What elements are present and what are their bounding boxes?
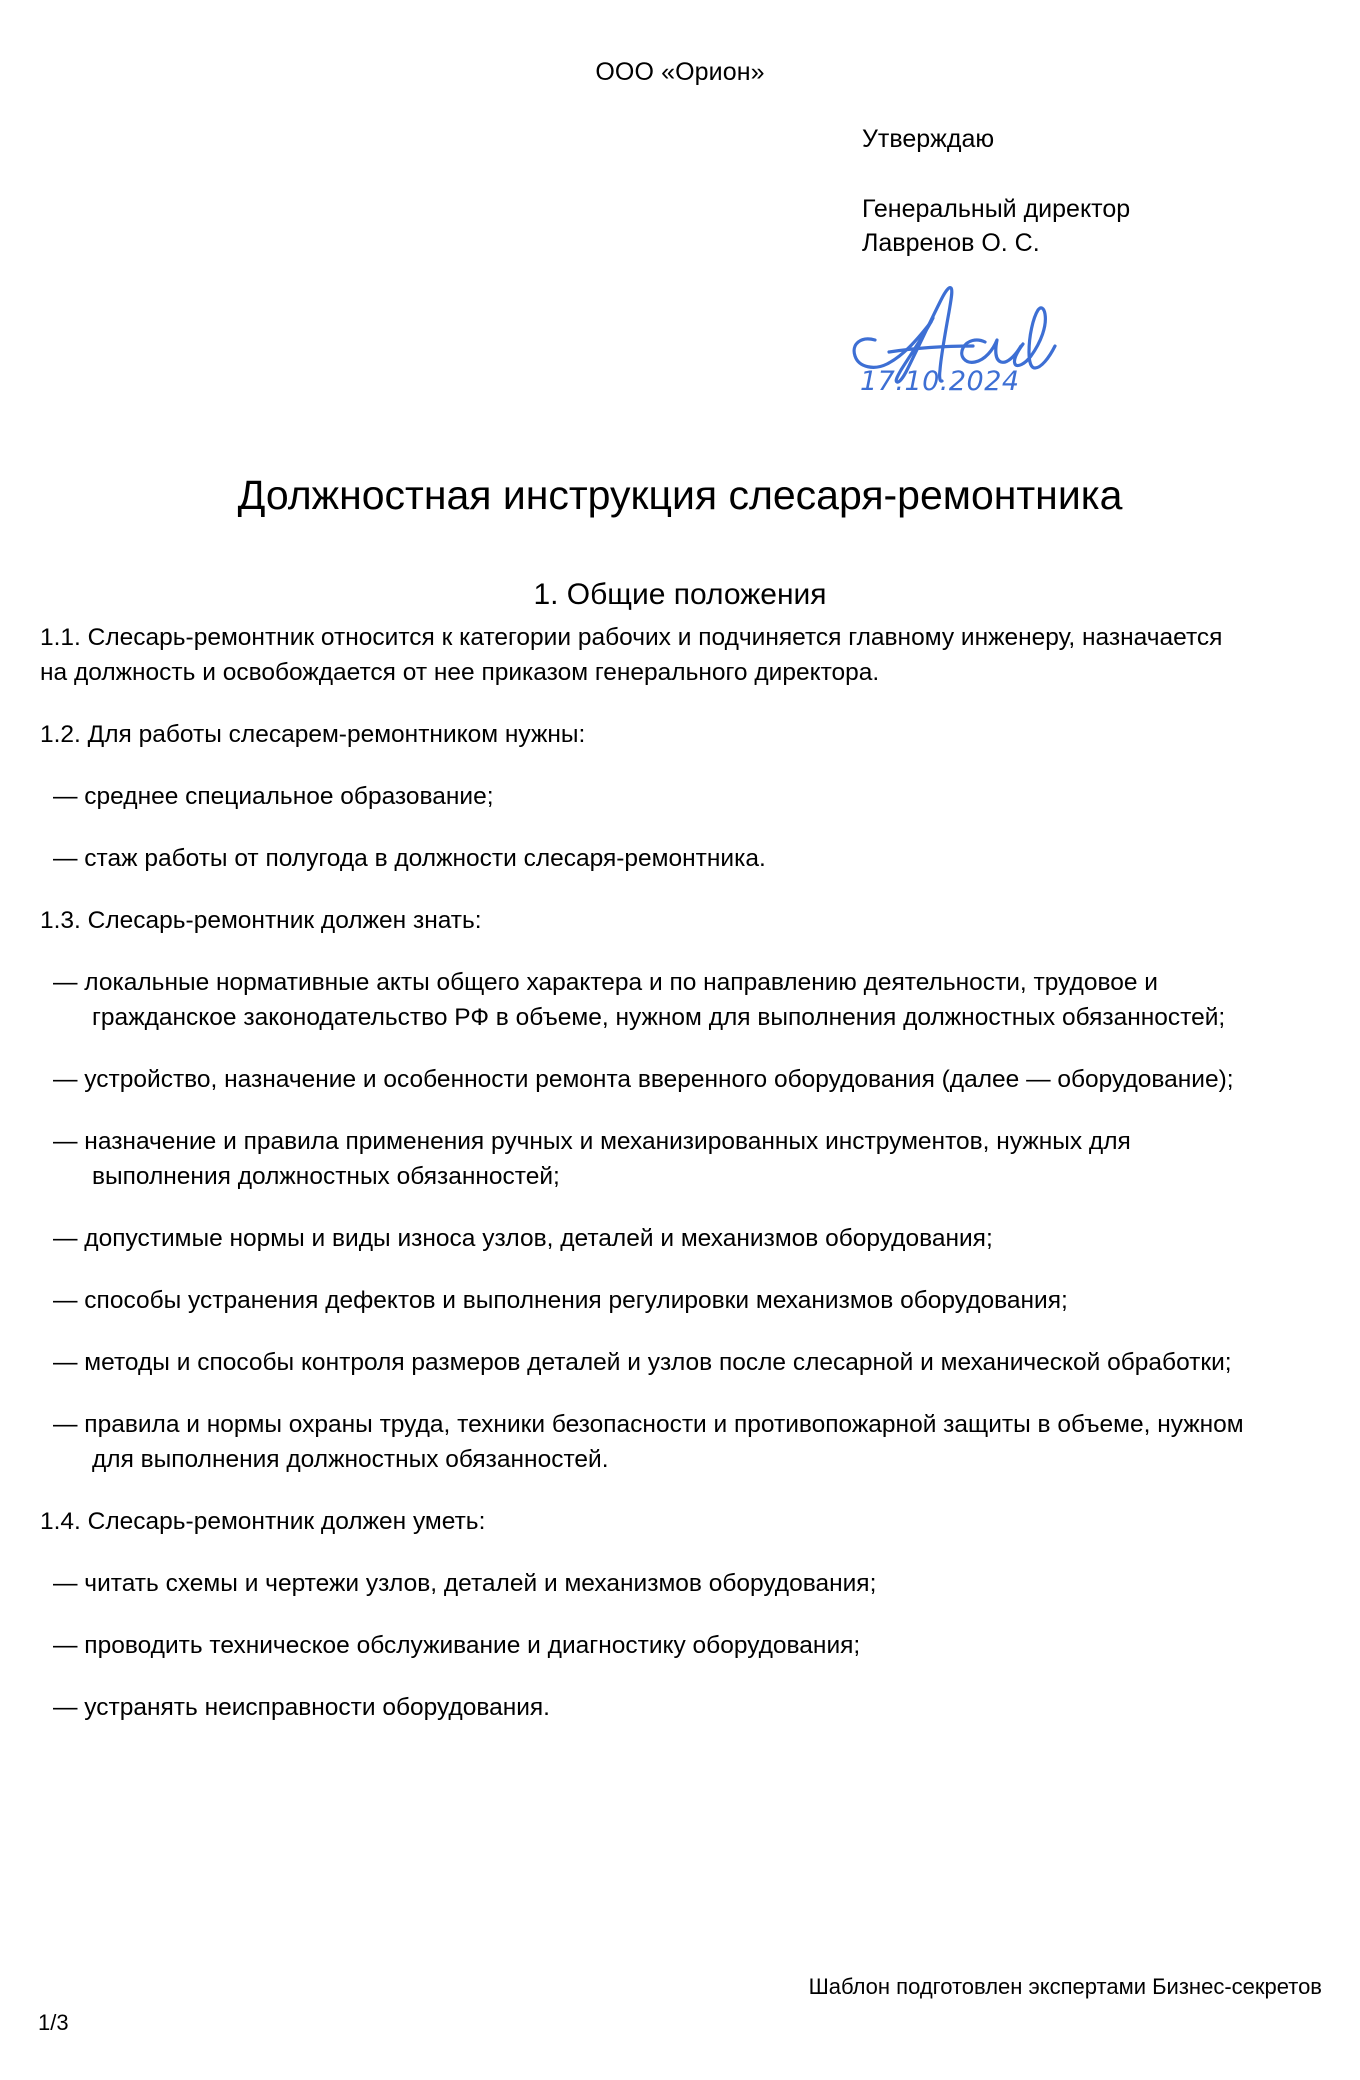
paragraph: 1.4. Слесарь-ремонтник должен уметь: [40,1508,486,1535]
list-item-text: устройство, назначение и особенности ремонта вверенного оборудования (далее — оборудование); [77,1066,1234,1093]
list-item-text: допустимые нормы и виды износа узлов, деталей и механизмов оборудования; [77,1225,993,1252]
bullet-dash: — [53,1349,78,1376]
paragraph: 1.2. Для работы слесарем-ремонтником нужны: [40,721,586,748]
bullet-dash: — [53,1225,78,1252]
approval-signer-name: Лавренов О. С. [862,229,1040,257]
signature-block [845,278,1085,398]
list-item-text: проводить техническое обслуживание и диагностику оборудования; [77,1632,861,1659]
list-item [40,841,1255,876]
list-item [40,1345,1255,1380]
list-item [40,1124,1255,1194]
list-item [40,1062,1255,1097]
list-item [40,1690,1255,1725]
list-item [40,965,1255,1035]
list-item [40,1407,1255,1477]
list-item-text: методы и способы контроля размеров деталей и узлов после слесарной и механической обработки; [77,1349,1232,1376]
list-item-text: стаж работы от полугода в должности слесаря-ремонтника. [77,845,766,872]
bullet-dash: — [53,1694,78,1721]
list-item-text: правила и нормы охраны труда, техники безопасности и противопожарной защиты в объеме, нужном для выполнения должностных обязанностей. [77,1411,1244,1473]
list-item-text: читать схемы и чертежи узлов, деталей и механизмов оборудования; [77,1570,877,1597]
paragraph: 1.3. Слесарь-ремонтник должен знать: [40,907,482,934]
company-name: ООО «Орион» [595,58,765,86]
list-item-text: устранять неисправности оборудования. [77,1694,550,1721]
bullet-dash: — [53,1570,78,1597]
bullet-dash: — [53,1411,78,1438]
footer-note: Шаблон подготовлен экспертами Бизнес-секретов [808,1974,1322,1999]
approval-role: Генеральный директор [862,195,1131,223]
list-item-text: способы устранения дефектов и выполнения регулировки механизмов оборудования; [77,1287,1068,1314]
paragraph: 1.1. Слесарь-ремонтник относится к категории рабочих и подчиняется главному инженеру, назначается на должность и освобождается от нее приказом генерального директора. [40,624,1223,686]
document-body [40,620,1255,1752]
page-title: Должностная инструкция слесаря-ремонтника [237,472,1123,519]
list-item [40,779,1255,814]
list-item [40,1628,1255,1663]
bullet-dash: — [53,1287,78,1314]
list-item [40,1221,1255,1256]
bullet-dash: — [53,1066,78,1093]
section-heading: 1. Общие положения [533,577,827,611]
bullet-dash: — [53,845,78,872]
bullet-dash: — [53,1128,78,1155]
approval-word: Утверждаю [862,125,995,153]
list-item-text: среднее специальное образование; [77,783,494,810]
list-item-text: локальные нормативные акты общего характера и по направлению деятельности, трудовое и гражданское законодательство РФ в объеме, нужном для выполнения должностных обязанностей; [77,969,1226,1031]
list-item [40,1566,1255,1601]
page-number: 1/3 [38,2010,69,2035]
bullet-dash: — [53,1632,78,1659]
signature-date: 17.10.2024 [860,366,1020,397]
bullet-dash: — [53,969,78,996]
list-item-text: назначение и правила применения ручных и механизированных инструментов, нужных для выполнения должностных обязанностей; [77,1128,1131,1190]
bullet-dash: — [53,783,78,810]
list-item [40,1283,1255,1318]
approval-block [862,122,1322,260]
